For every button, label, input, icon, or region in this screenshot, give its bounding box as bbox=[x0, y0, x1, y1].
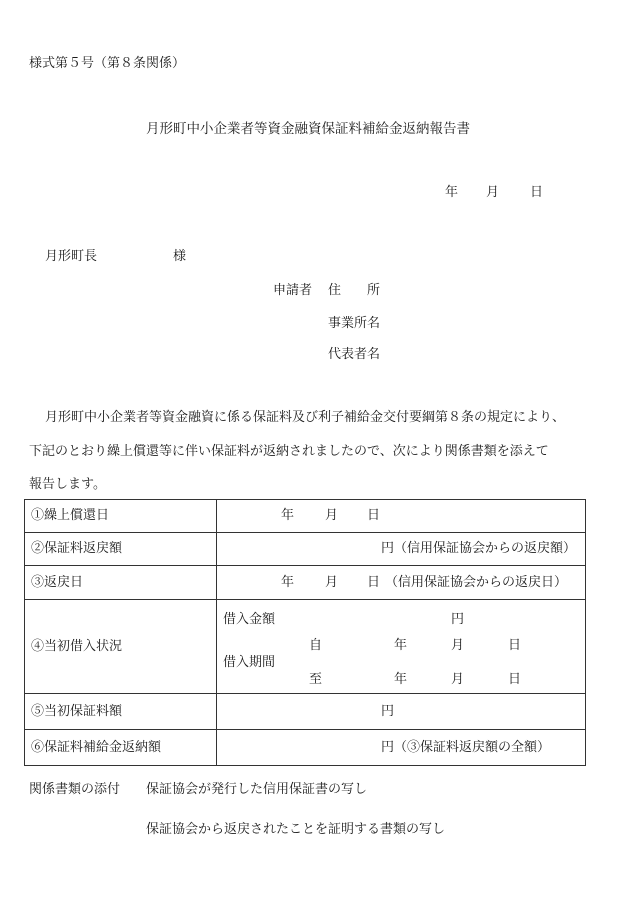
table-row bbox=[25, 600, 586, 694]
month-label: 月 bbox=[451, 638, 465, 653]
date-year-label: 年 bbox=[445, 185, 459, 200]
representative-label: 代表者名 bbox=[328, 347, 381, 362]
row-value-cell bbox=[217, 500, 586, 533]
year-label: 年 bbox=[281, 508, 295, 523]
table-row bbox=[25, 566, 586, 600]
row-label: ①繰上償還日 bbox=[25, 500, 217, 533]
addressee-honorific: 様 bbox=[173, 249, 187, 264]
row-value-cell bbox=[217, 533, 586, 566]
refund-amount-unit: 円（信用保証協会からの返戻額） bbox=[381, 541, 577, 556]
loan-amount-label: 借入金額 bbox=[223, 612, 276, 627]
row-label: ⑥保証料補給金返納額 bbox=[25, 730, 217, 766]
loan-period-label: 借入期間 bbox=[223, 655, 276, 670]
table-row bbox=[25, 533, 586, 566]
document-title: 月形町中小企業者等資金融資保証料補給金返納報告書 bbox=[146, 121, 470, 137]
loan-amount-unit: 円 bbox=[451, 612, 465, 627]
report-table bbox=[24, 499, 586, 766]
row-label: ④当初借入状況 bbox=[25, 600, 217, 694]
applicant-role: 申請者 bbox=[273, 283, 313, 298]
day-label: 日 bbox=[508, 672, 522, 687]
from-label: 自 bbox=[309, 638, 323, 653]
office-name-label: 事業所名 bbox=[328, 316, 381, 331]
table-row bbox=[25, 500, 586, 533]
date-day-label: 日 bbox=[530, 185, 544, 200]
date-month-label: 月 bbox=[486, 185, 500, 200]
attachment-item: 保証協会から返戻されたことを証明する書類の写し bbox=[146, 822, 446, 837]
row-value-cell bbox=[217, 730, 586, 766]
day-label: 日 bbox=[367, 575, 381, 590]
to-label: 至 bbox=[309, 672, 323, 687]
form-number: 様式第５号（第８条関係） bbox=[29, 56, 186, 71]
initial-fee-unit: 円 bbox=[381, 704, 395, 719]
row-label: ③返戻日 bbox=[25, 566, 217, 600]
body-line: 報告します。 bbox=[29, 477, 106, 492]
row-value-cell bbox=[217, 566, 586, 600]
attachments-label: 関係書類の添付 bbox=[29, 782, 121, 797]
row-value-cell bbox=[217, 694, 586, 730]
year-label: 年 bbox=[281, 575, 295, 590]
address-label: 住 所 bbox=[328, 283, 381, 298]
month-label: 月 bbox=[451, 672, 465, 687]
body-line: 下記のとおり繰上償還等に伴い保証料が返納されましたので、次により関係書類を添えて bbox=[29, 444, 549, 459]
body-line: 月形町中小企業者等資金融資に係る保証料及び利子補給金交付要綱第８条の規定により、 bbox=[45, 410, 566, 425]
row-value-cell bbox=[217, 600, 586, 694]
return-amount-unit: 円（③保証料返戻額の全額） bbox=[381, 740, 551, 755]
table-row bbox=[25, 694, 586, 730]
month-label: 月 bbox=[325, 508, 339, 523]
day-label: 日 bbox=[367, 508, 381, 523]
row-label: ⑤当初保証料額 bbox=[25, 694, 217, 730]
day-label: 日 bbox=[508, 638, 522, 653]
attachment-item: 保証協会が発行した信用保証書の写し bbox=[146, 782, 368, 797]
row-label: ②保証料返戻額 bbox=[25, 533, 217, 566]
table-row bbox=[25, 730, 586, 766]
addressee-name: 月形町長 bbox=[45, 249, 98, 264]
year-label: 年 bbox=[394, 672, 408, 687]
month-label: 月 bbox=[325, 575, 339, 590]
year-label: 年 bbox=[394, 638, 408, 653]
refund-date-note: （信用保証協会からの返戻日） bbox=[385, 575, 568, 590]
